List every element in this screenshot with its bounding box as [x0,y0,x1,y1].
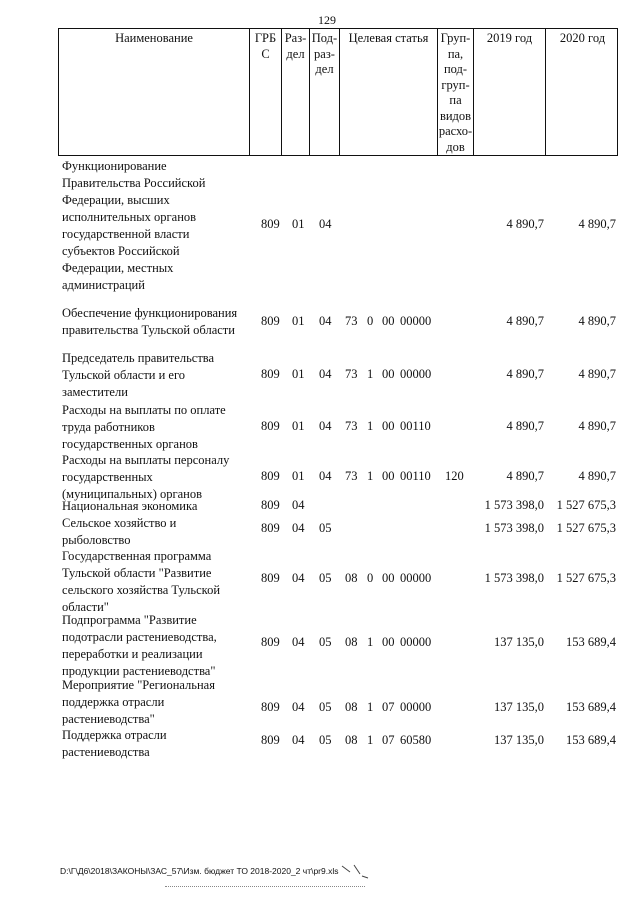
cell-cs2: 1 [367,635,374,649]
cell-razdel: 04 [292,635,305,649]
cell-y2020: 4 890,7 [578,469,616,483]
cell-cs4: 00000 [400,635,432,649]
cell-y2019: 4 890,7 [506,419,544,433]
cell-y2019: 1 573 398,0 [484,498,544,512]
cell-y2019: 4 890,7 [506,367,544,381]
cell-cs1: 73 [345,419,358,433]
row-name [62,612,252,680]
cell-cs3: 00 [382,469,395,483]
cell-cs2: 1 [367,367,374,381]
row-name [62,158,252,294]
cell-podrazdel: 04 [319,217,332,231]
row-name-line: продукции растениеводства" [62,664,216,678]
cell-razdel: 04 [292,498,305,512]
row-name-line: (муниципальных) органов [62,487,203,501]
row-name-line: Поддержка отрасли [62,728,167,742]
cell-y2019: 4 890,7 [506,314,544,328]
cell-cs1: 08 [345,733,358,747]
cell-cs2: 0 [367,571,374,585]
page-number: 129 [318,13,336,27]
row-name [62,677,252,728]
row-name-line: переработки и реализации [62,647,203,661]
row-name-line: сельского хозяйства Тульской [62,583,221,597]
cell-cs4: 00110 [400,469,431,483]
cell-grbs: 809 [261,521,280,535]
row-name-line: Мероприятие "Региональная [62,678,215,692]
cell-cs3: 00 [382,571,395,585]
header-podrazdel-line: дел [315,62,334,76]
cell-grbs: 809 [261,700,280,714]
header-razdel-line: дел [286,46,305,61]
table-header [58,28,618,156]
row-name [62,548,252,616]
row-name-line: правительства Тульской области [62,323,235,337]
header-article [340,29,438,155]
row-name-line: растениеводства [62,745,150,759]
header-name [59,29,250,155]
cell-cs2: 1 [367,700,374,714]
cell-podrazdel: 04 [319,367,332,381]
header-group-line: па [449,93,462,107]
row-name [62,305,252,339]
cell-grbs: 809 [261,314,280,328]
row-name-line: Правительства Российской [62,176,206,190]
row-name-line: государственных органов [62,437,198,451]
row-name [62,498,252,515]
cell-podrazdel: 04 [319,419,332,433]
header-podrazdel-line: раз- [314,46,335,61]
cell-podrazdel: 05 [319,733,332,747]
cell-y2020: 153 689,4 [566,635,616,649]
cell-y2020: 1 527 675,3 [556,498,616,512]
cell-grbs: 809 [261,367,280,381]
cell-cs2: 1 [367,733,374,747]
cell-y2019: 137 135,0 [494,733,544,747]
cell-podrazdel: 04 [319,469,332,483]
cell-podrazdel: 05 [319,571,332,585]
row-name-line: исполнительных органов [62,210,197,224]
row-name [62,452,252,503]
row-name-line: Расходы на выплаты персоналу [62,453,230,467]
cell-grbs: 809 [261,571,280,585]
cell-razdel: 01 [292,314,305,328]
row-name-line: рыболовство [62,533,131,547]
cell-cs1: 73 [345,469,358,483]
header-group [438,29,474,155]
row-name-line: заместители [62,385,128,399]
cell-y2020: 4 890,7 [578,217,616,231]
cell-cs4: 00110 [400,419,431,433]
row-name-line: Федерации, высших [62,193,170,207]
cell-cs4: 00000 [400,367,432,381]
cell-cs4: 00000 [400,571,432,585]
cell-razdel: 04 [292,700,305,714]
cell-razdel: 01 [292,217,305,231]
cell-cs3: 00 [382,419,395,433]
row-name [62,350,252,401]
cell-y2020: 4 890,7 [578,367,616,381]
cell-cs3: 00 [382,314,395,328]
header-group-line: видов [439,108,472,123]
header-name-label: Наименование [115,31,193,45]
cell-grbs: 809 [261,217,280,231]
cell-razdel: 01 [292,469,305,483]
header-group-line: расхо- [438,124,473,138]
cell-razdel: 01 [292,419,305,433]
header-podrazdel [310,29,340,155]
cell-y2020: 153 689,4 [566,733,616,747]
header-razdel-line: Раз- [284,31,307,45]
cell-y2019: 137 135,0 [494,635,544,649]
header-group-line: па, [447,46,464,61]
header-2019-label: 2019 год [486,31,533,45]
header-article-label: Целевая статья [348,31,429,45]
cell-vr: 120 [445,469,464,483]
row-name-line: администраций [62,278,145,292]
cell-y2020: 153 689,4 [566,700,616,714]
row-name-line: Государственная программа [62,549,212,563]
header-group-line: Груп- [440,31,471,45]
cell-grbs: 809 [261,498,280,512]
header-2020-label: 2020 год [559,31,606,45]
header-2020 [546,29,619,155]
cell-cs4: 00000 [400,314,432,328]
row-name-line: Председатель правительства [62,351,215,365]
row-name-line: Тульской области и его [62,368,186,382]
cell-cs1: 73 [345,314,358,328]
cell-y2019: 4 890,7 [506,469,544,483]
cell-y2020: 1 527 675,3 [556,521,616,535]
cell-y2019: 1 573 398,0 [484,521,544,535]
row-name-line: Тульской области "Развитие [62,566,212,580]
cell-cs4: 00000 [400,700,432,714]
cell-y2020: 1 527 675,3 [556,571,616,585]
row-name-line: области" [62,600,109,614]
cell-cs3: 07 [382,700,395,714]
row-name [62,727,252,761]
scan-noise-line [165,886,365,887]
cell-razdel: 01 [292,367,305,381]
cell-cs1: 73 [345,367,358,381]
row-name-line: Сельское хозяйство и [62,516,177,530]
header-grbs-line: ГРБ [254,31,277,45]
header-group-line: груп- [441,77,470,92]
cell-podrazdel: 04 [319,314,332,328]
cell-cs3: 00 [382,635,395,649]
header-group-line: под- [443,62,468,76]
row-name-line: субъектов Российской [62,244,180,258]
cell-podrazdel: 05 [319,700,332,714]
footer-file-path: D:\Г\Д6\2018\ЗАКОНЫ\ЗАС_57\Изм. бюджет ТО 2018-2020_2 чт\pr9.xls [60,866,339,876]
cell-grbs: 809 [261,469,280,483]
row-name-line: Подпрограмма "Развитие [62,613,197,627]
row-name [62,402,252,453]
row-name-line: Обеспечение функционирования [62,306,238,320]
cell-cs4: 60580 [400,733,432,747]
cell-podrazdel: 05 [319,635,332,649]
cell-cs1: 08 [345,700,358,714]
header-2019 [474,29,546,155]
row-name-line: Функционирование [62,159,167,173]
row-name-line: государственной власти [62,227,190,241]
row-name [62,515,252,549]
cell-y2020: 4 890,7 [578,314,616,328]
cell-cs2: 1 [367,419,374,433]
cell-grbs: 809 [261,419,280,433]
cell-y2019: 4 890,7 [506,217,544,231]
cell-cs1: 08 [345,571,358,585]
header-group-line: дов [446,139,465,154]
cell-cs2: 1 [367,469,374,483]
header-podrazdel-line: Под- [311,31,338,45]
row-name-line: растениеводства" [62,712,155,726]
cell-razdel: 04 [292,521,305,535]
row-name-line: Расходы на выплаты по оплате [62,403,226,417]
row-name-line: государственных [62,470,153,484]
row-name-line: поддержка отрасли [62,695,165,709]
cell-cs3: 00 [382,367,395,381]
cell-y2019: 137 135,0 [494,700,544,714]
row-name-line: труда работников [62,420,155,434]
cell-cs1: 08 [345,635,358,649]
cell-grbs: 809 [261,733,280,747]
cell-razdel: 04 [292,571,305,585]
cell-cs3: 07 [382,733,395,747]
cell-y2019: 1 573 398,0 [484,571,544,585]
header-grbs [250,29,282,155]
header-grbs-line: С [261,46,270,61]
pen-mark [340,862,370,882]
cell-y2020: 4 890,7 [578,419,616,433]
row-name-line: подотрасли растениеводства, [62,630,217,644]
cell-podrazdel: 05 [319,521,332,535]
cell-cs2: 0 [367,314,374,328]
cell-razdel: 04 [292,733,305,747]
cell-grbs: 809 [261,635,280,649]
header-razdel [282,29,310,155]
row-name-line: Федерации, местных [62,261,174,275]
row-name-line: Национальная экономика [62,499,198,513]
